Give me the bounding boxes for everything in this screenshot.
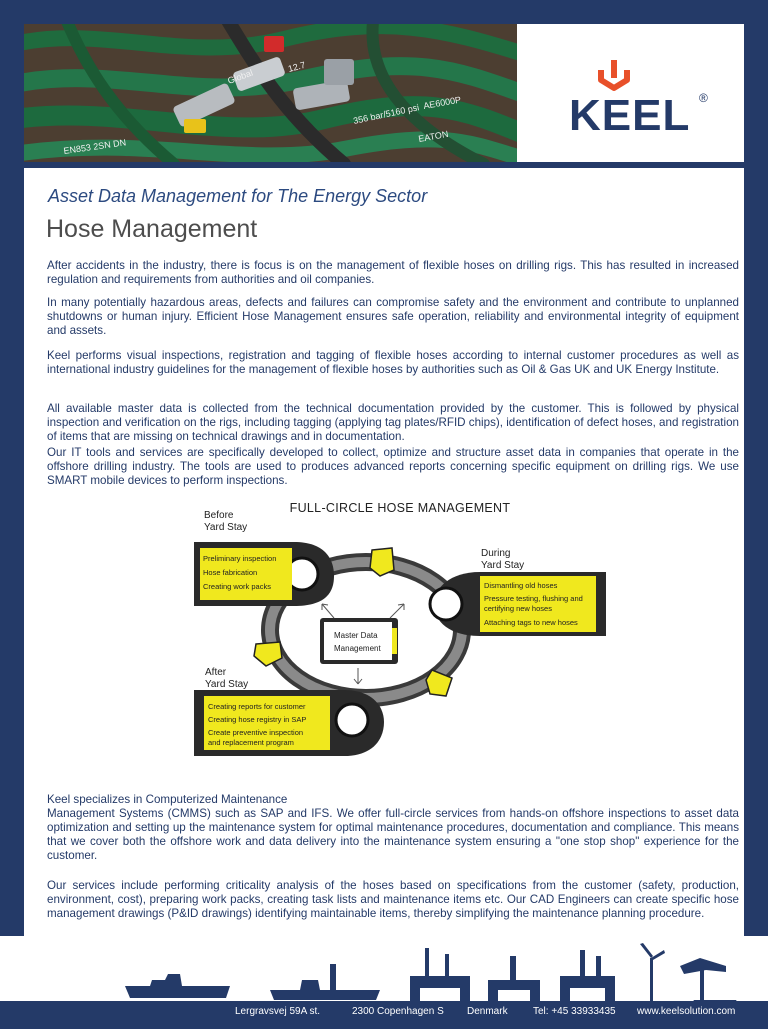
center-line-1: Master Data bbox=[334, 631, 378, 640]
before-item: Creating work packs bbox=[203, 582, 271, 591]
master-data-box bbox=[320, 618, 398, 664]
keel-logo bbox=[519, 30, 744, 162]
after-item: Create preventive inspection bbox=[208, 728, 304, 737]
offshore-skyline-icon bbox=[125, 943, 740, 1006]
footer-country: Denmark bbox=[467, 1006, 508, 1017]
paragraph-hazards: In many potentially hazardous areas, defects and failures can compromise safety and the environment and contribute to unplanned shutdowns or human injury. Efficient Hose Management ensures safe operation, reliability and environmental integrity of equipment and assets. bbox=[47, 296, 739, 337]
hose-management-diagram bbox=[194, 498, 606, 766]
page-subtitle: Asset Data Management for The Energy Sector bbox=[48, 186, 428, 206]
after-label-2: Yard Stay bbox=[205, 679, 249, 690]
during-item: Attaching tags to new hoses bbox=[484, 618, 578, 627]
during-item: Pressure testing, flushing and bbox=[484, 594, 583, 603]
center-line-2: Management bbox=[334, 644, 381, 653]
diagram-title: FULL-CIRCLE HOSE MANAGEMENT bbox=[289, 501, 511, 515]
after-item: and replacement program bbox=[208, 738, 294, 747]
photo-print-5: AE6000P bbox=[422, 94, 462, 111]
during-item: certifying new hoses bbox=[484, 604, 552, 613]
paragraph-accidents: After accidents in the industry, there is focus is on the management of flexible hoses on drilling rigs. This has resulted in increased regulation and requirements from authorities and oil companies. bbox=[47, 259, 739, 286]
during-item: Dismantling old hoses bbox=[484, 581, 558, 590]
logo-panel bbox=[519, 30, 744, 162]
page-title: Hose Management bbox=[46, 215, 258, 243]
before-label-2: Yard Stay bbox=[204, 522, 248, 533]
before-label-1: Before bbox=[204, 510, 234, 521]
after-label-1: After bbox=[205, 667, 227, 678]
photo-print-3: 356 bar/5160 psi bbox=[352, 102, 421, 126]
after-item: Creating hose registry in SAP bbox=[208, 715, 307, 724]
footer-website[interactable]: www.keelsolution.com bbox=[637, 1006, 736, 1017]
before-item: Hose fabrication bbox=[203, 568, 258, 577]
footer-address: Lergravsvej 59A st. bbox=[235, 1006, 321, 1017]
logo-wordmark: KEEL bbox=[569, 91, 691, 140]
paragraph-cmms-heading: Keel specializes in Computerized Maintenance bbox=[47, 793, 288, 806]
photo-print-6: EATON bbox=[417, 128, 450, 144]
photo-print-2: 12.7 bbox=[286, 59, 307, 74]
paragraph-master-data: All available master data is collected from the technical documentation provided by the customer. This is followed by physical inspection and verification on the rigs, including tagging (applying tag plates/RFID chips), identification of defect hoses, and registration of items that are missing on technical drawings and in documentation. bbox=[47, 402, 739, 443]
logo-arrow-icon bbox=[601, 60, 627, 88]
before-yard-stay-panel bbox=[194, 510, 334, 606]
after-item: Creating reports for customer bbox=[208, 702, 306, 711]
paragraph-services: Our services include performing criticality analysis of the hoses based on specifications from the customer (safety, production, environment, cost), preparing work packs, creating task lists and maintenance items etc. Our CAD Engineers can create specific hose management drawings (P&ID drawings) identifying maintainable items, thereby simplifying the maintenance planning procedure. bbox=[47, 879, 739, 920]
logo-registered: ® bbox=[699, 91, 708, 105]
header-divider bbox=[24, 162, 744, 168]
photo-print-1: Global bbox=[226, 67, 255, 86]
paragraph-cmms: Management Systems (CMMS) such as SAP and IFS. We offer full-circle services from hands-on offshore inspections to asset data optimization and setting up the maintenance system for optimal maintenance procedures, documentation and compliance. This means that we cover both the offshore work and data delivery into the maintenance system ensuring a "one stop shop" experience for the customer. bbox=[47, 807, 739, 862]
during-label-2: Yard Stay bbox=[481, 560, 525, 571]
paragraph-it-tools: Our IT tools and services are specifically developed to collect, optimize and structure asset data in companies that operate in the offshore drilling industry. The tools are used to produces advanced reports concerning specific equipment on drilling rigs. We use SMART mobile devices to perform inspections. bbox=[47, 446, 739, 487]
footer-city: 2300 Copenhagen S bbox=[352, 1006, 444, 1017]
before-item: Preliminary inspection bbox=[203, 554, 277, 563]
during-label-1: During bbox=[481, 548, 511, 559]
photo-print-4: EN853 2SN DN bbox=[62, 137, 127, 156]
during-yard-stay-panel bbox=[430, 548, 606, 636]
paragraph-inspections: Keel performs visual inspections, registration and tagging of flexible hoses according to internal customer procedures as well as international industry guidelines for the management of flexible hoses by authorities such as Oil & Gas UK and UK Energy Institute. bbox=[47, 349, 739, 376]
hose-photo bbox=[24, 24, 517, 162]
footer-phone: Tel: +45 33933435 bbox=[533, 1006, 616, 1017]
